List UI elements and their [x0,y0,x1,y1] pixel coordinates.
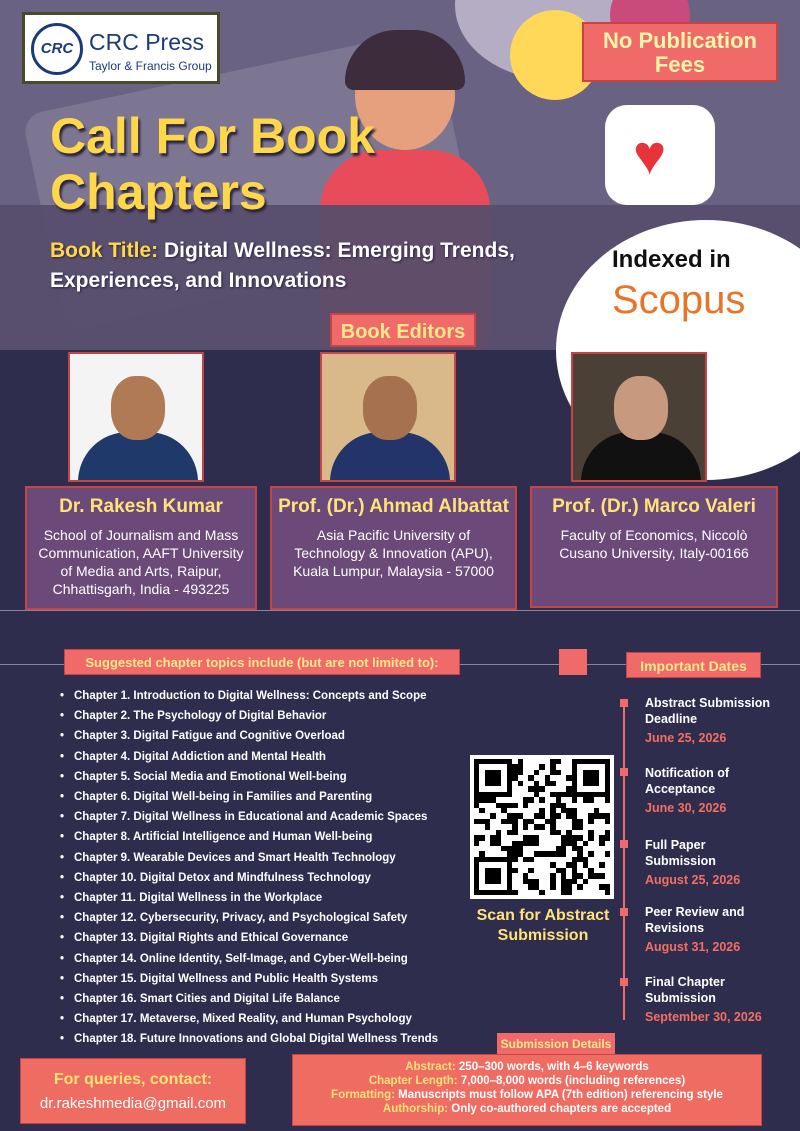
publisher-name: CRC Press [89,29,205,55]
no-fees-line2: Fees [654,52,706,77]
important-dates-heading: Important Dates [626,652,761,678]
date-label: Submission [645,990,716,1005]
contact-heading: For queries, contact: [53,1071,213,1088]
detail-key: Chapter Length: [368,1075,458,1087]
detail-value: Only co-authored chapters are accepted [451,1103,672,1115]
editor-card [530,486,778,608]
timeline-dot [620,978,628,986]
editor-card [25,486,257,610]
qr-code[interactable] [470,755,614,899]
editor-name: Prof. (Dr.) Marco Valeri [552,496,756,517]
book-title-text: Digital Wellness: Emerging Trends, Experiences, and Innovations [50,239,515,292]
topics-list [60,686,438,1050]
timeline-dot [620,840,628,848]
date-label: Abstract Submission [645,696,771,710]
timeline-dot [620,908,628,916]
book-title [50,236,610,296]
date-label: Acceptance [645,781,716,796]
date-value: August 31, 2026 [645,940,741,954]
page-title [50,108,375,220]
date-label: Notification of [645,766,730,780]
list-item: • Chapter 16. Smart Cities and Digital Life Balance [60,989,438,1009]
topics-heading: Suggested chapter topics include (but are not limited to): [64,649,460,675]
date-item [645,905,744,954]
date-label: Peer Review and [645,905,745,919]
list-item: • Chapter 9. Wearable Devices and Smart Health Technology [60,848,438,868]
list-item: • Chapter 6. Digital Well-being in Families and Parenting [60,787,438,807]
list-item: • Chapter 1. Introduction to Digital Wellness: Concepts and Scope [60,686,438,706]
publisher-group: Taylor & Francis Group [89,59,212,73]
date-label: Final Chapter [645,975,725,989]
date-value: June 30, 2026 [645,801,727,815]
list-item: • Chapter 4. Digital Addiction and Mental Health [60,747,438,767]
list-item: • Chapter 5. Social Media and Emotional Well-being [60,767,438,787]
decor-square [559,649,587,675]
date-label: Deadline [645,711,698,726]
qr-caption-line2: Submission [497,927,589,944]
date-item [645,766,729,815]
indexed-in-text: Indexed in [612,246,731,273]
editor-photo [68,352,204,482]
divider [0,610,800,611]
person-hair [345,30,465,90]
date-item [645,838,740,887]
date-label: Full Paper [645,838,706,852]
editor-affiliation: Asia Pacific University of Technology & Innovation (APU), Kuala Lumpur, Malaysia - 57000 [293,527,494,579]
editor-affiliation: School of Journalism and Mass Communication, AAFT University of Media and Arts, Raipur, Chhattisgarh, India - 493225 [38,527,244,597]
list-item: • Chapter 11. Digital Wellness in the Workplace [60,888,438,908]
detail-key: Authorship: [382,1103,449,1115]
date-label: Submission [645,853,716,868]
date-value: September 30, 2026 [645,1010,762,1024]
list-item: • Chapter 13. Digital Rights and Ethical Governance [60,928,438,948]
list-item: • Chapter 14. Online Identity, Self-Image, and Cyber-Well-being [60,949,438,969]
date-label: Revisions [645,920,705,935]
submission-details [292,1054,762,1126]
list-item: • Chapter 10. Digital Detox and Mindfulness Technology [60,868,438,888]
editor-name: Dr. Rakesh Kumar [59,496,223,517]
list-item: • Chapter 18. Future Innovations and Global Digital Wellness Trends [60,1029,438,1049]
editor-affiliation: Faculty of Economics, Niccolò Cusano University, Italy-00166 [559,527,749,561]
timeline-line [623,700,625,1020]
submission-details-heading: Submission Details [497,1033,615,1055]
list-item: • Chapter 8. Artificial Intelligence and Human Well-being [60,827,438,847]
date-value: August 25, 2026 [645,873,741,887]
qr-caption [468,906,618,946]
list-item: • Chapter 12. Cybersecurity, Privacy, and Psychological Safety [60,908,438,928]
book-editors-heading: Book Editors [330,313,476,347]
list-item: • Chapter 7. Digital Wellness in Educational and Academic Spaces [60,807,438,827]
crc-press-logo [22,12,220,84]
timeline-dot [620,768,628,776]
timeline-dot [620,699,628,707]
editor-name: Prof. (Dr.) Ahmad Albattat [278,496,509,517]
editor-photo [320,352,456,482]
list-item: • Chapter 3. Digital Fatigue and Cognitive Overload [60,726,438,746]
editor-card [270,486,517,610]
detail-key: Formatting: [331,1089,395,1101]
book-title-label: Book Title: [50,239,159,262]
no-fees-badge [582,22,778,82]
title-line2: Chapters [50,164,267,220]
list-item: • Chapter 17. Metaverse, Mixed Reality, and Human Psychology [60,1009,438,1029]
list-item: • Chapter 2. The Psychology of Digital Behavior [60,706,438,726]
crc-logo-mark: CRC [31,23,83,75]
date-item [645,975,762,1024]
detail-key: Abstract: [405,1061,456,1073]
detail-value: Manuscripts must follow APA (7th edition) referencing style [398,1089,723,1101]
qr-caption-line1: Scan for Abstract [476,907,610,924]
contact-box [20,1058,246,1124]
date-item [645,696,770,745]
title-line1: Call For Book [50,108,376,164]
heart-bubble-icon: ♥ [605,105,715,205]
no-fees-line1: No Publication [603,28,757,53]
contact-email-link[interactable]: dr.rakeshmedia@gmail.com [39,1095,227,1112]
scopus-logo: Scopus [612,278,746,322]
date-value: June 25, 2026 [645,731,727,745]
detail-value: 250–300 words, with 4–6 keywords [458,1061,649,1073]
detail-value: 7,000–8,000 words (including references) [460,1075,686,1087]
editor-photo [571,352,707,482]
list-item: • Chapter 15. Digital Wellness and Public Health Systems [60,969,438,989]
